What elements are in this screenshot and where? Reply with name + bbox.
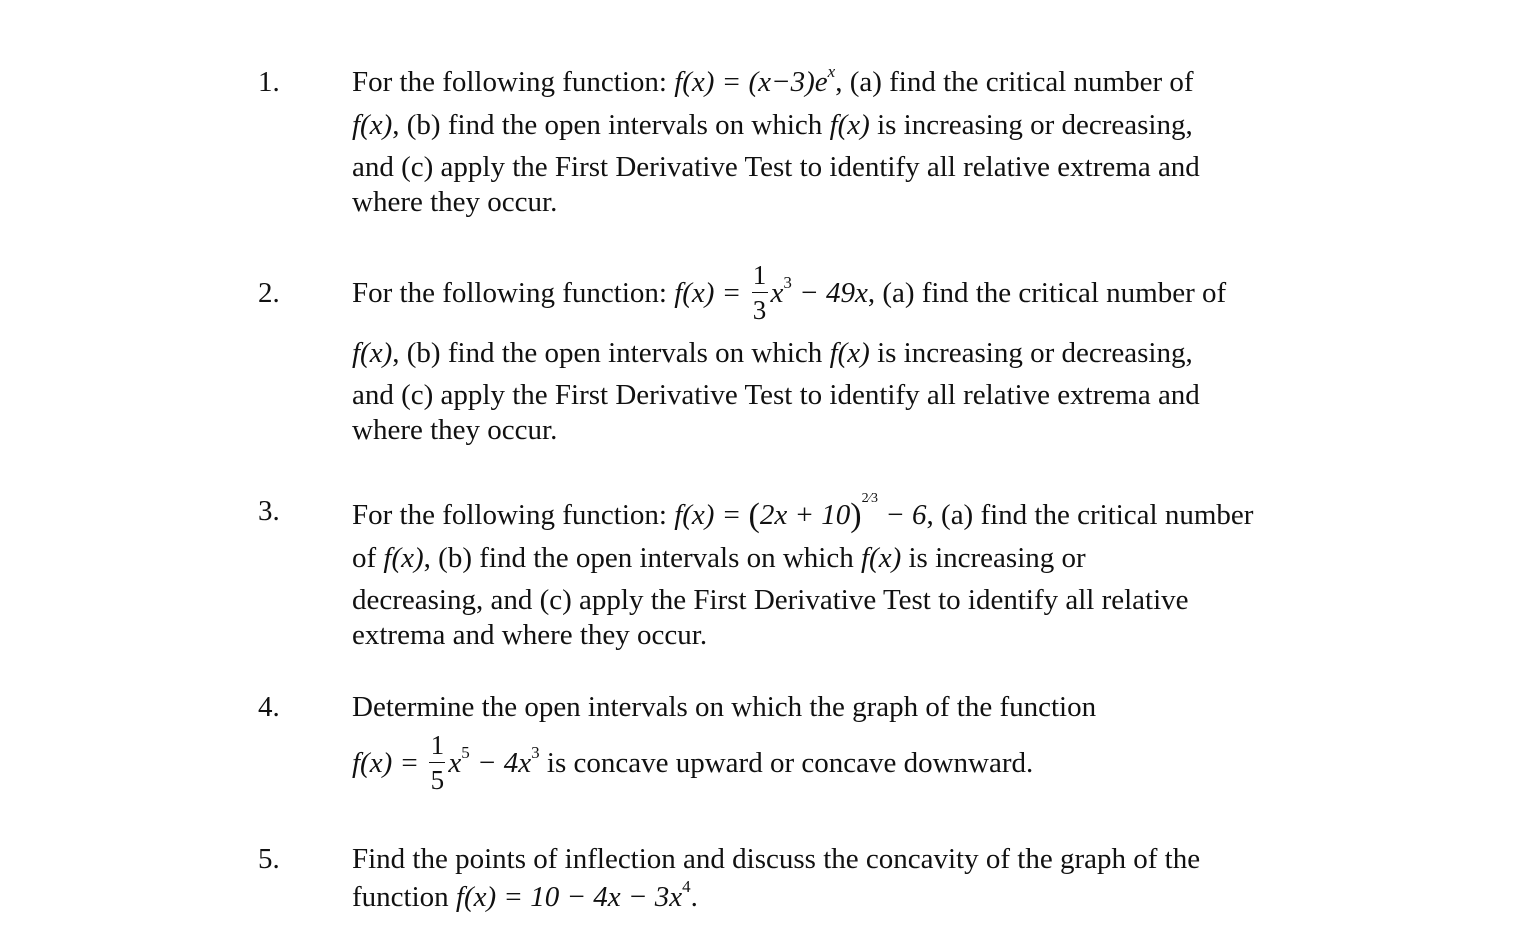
text-line [352,260,1227,325]
text-line: and (c) apply the First Derivative Test to identify all relative extrema and [352,151,1200,183]
problem-number: 2. [258,277,280,309]
text-segment: of [352,542,384,574]
text-line [352,111,1193,140]
close-paren: ) [850,497,862,534]
function-expression: x [448,747,462,779]
text-line [352,491,1254,534]
function-expression: f(x) = (x−3)e [674,66,828,98]
fraction-numerator: 1 [430,730,445,760]
function-expression: f(x) [829,337,870,369]
exponent: 2⁄3 [861,491,878,506]
function-expression: − 6 [877,499,927,531]
text-segment: For the following function: [352,277,675,309]
text-segment: For the following function: [352,499,675,531]
text-segment: is increasing or decreasing, [869,109,1193,141]
text-segment: For the following function: [352,66,675,98]
exponent: x [827,62,836,81]
function-expression: − 49x [791,277,868,309]
problem-number: 5. [258,843,280,875]
fraction [428,730,446,795]
text-segment: function [352,881,456,913]
text-segment: , (b) find the open intervals on which [423,542,861,574]
fraction-denominator: 5 [430,765,445,795]
text-line: decreasing, and (c) apply the First Derivative Test to identify all relative [352,584,1189,616]
text-line [352,62,1194,98]
exponent: 5 [461,743,470,762]
text-line [352,339,1193,368]
function-expression: f(x) [383,542,424,574]
function-expression: f(x) = [674,499,749,531]
function-expression: f(x) [352,109,393,141]
function-expression: 2x + 10 [759,499,851,531]
text-segment: , (b) find the open intervals on which [392,337,830,369]
text-segment: , (b) find the open intervals on which [392,109,830,141]
function-expression: f(x) [860,542,902,574]
text-line: where they occur. [352,186,558,218]
text-segment: . [690,881,698,913]
text-line [352,544,1086,573]
problem-number: 4. [258,691,280,723]
function-expression: f(x) = 10 − 4x − 3x [455,881,683,913]
exponent: 3 [531,743,540,762]
text-line: Find the points of inflection and discuss the concavity of the graph of the [352,843,1201,875]
open-paren: ( [748,497,760,534]
problem-number: 3. [258,495,280,527]
text-segment: is increasing or decreasing, [869,337,1193,369]
fraction-numerator: 1 [752,260,767,290]
exponent: 4 [682,877,691,896]
text-segment: , (a) find the critical number of [867,277,1227,309]
function-expression: f(x) = [352,747,427,779]
text-line: Determine the open intervals on which the graph of the function [352,691,1097,723]
text-line [352,877,698,913]
text-line: extrema and where they occur. [352,619,708,651]
text-segment: is concave upward or concave downward. [539,747,1034,779]
text-line [352,730,1034,795]
text-line: where they occur. [352,414,558,446]
exponent: 3 [783,273,792,292]
problem-number: 1. [258,66,280,98]
text-segment: is increasing or [901,542,1086,574]
function-expression: f(x) [352,337,393,369]
fraction-bar [752,292,768,293]
text-segment: , (a) find the critical number of [835,66,1194,98]
fraction-denominator: 3 [752,295,767,325]
text-line: and (c) apply the First Derivative Test to identify all relative extrema and [352,379,1200,411]
fraction-bar [429,762,445,763]
text-segment: , (a) find the critical number [926,499,1254,531]
fraction [751,260,769,325]
function-expression: f(x) [829,109,870,141]
function-expression: x [770,277,784,309]
function-expression: f(x) = [674,277,749,309]
function-expression: − 4x [469,747,532,779]
